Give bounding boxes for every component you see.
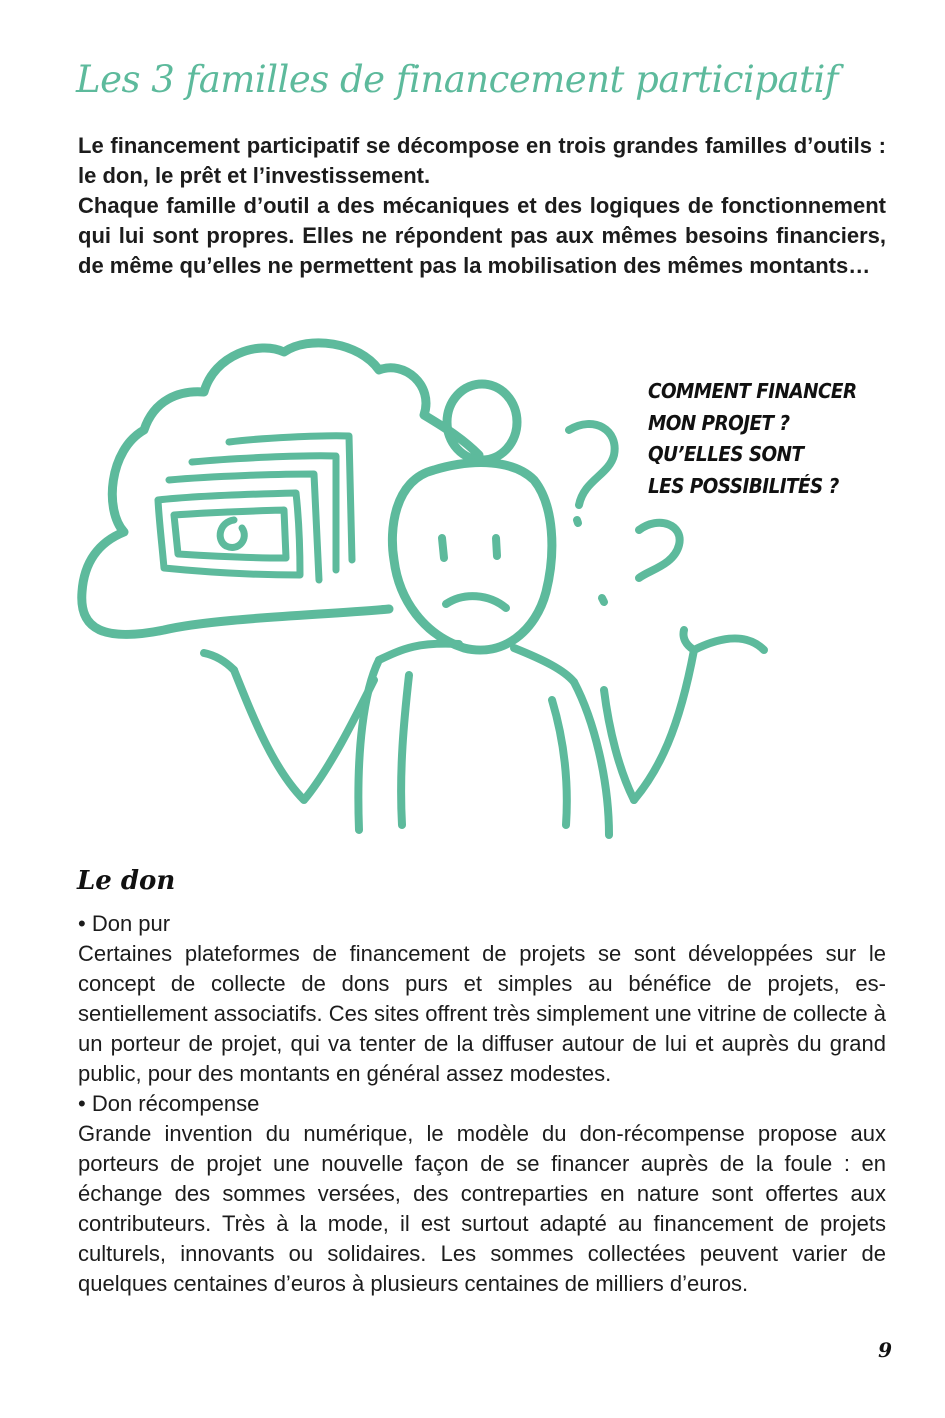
speech-text [648, 376, 869, 502]
speech-line: MON PROJET ? [648, 410, 790, 435]
speech-line: QU’ELLES SONT [648, 442, 804, 466]
intro-line-1: Le financement participatif se décompose en trois grandes familles d’outils : le don, le prêt et l’investissement. [78, 133, 886, 188]
page-number: 9 [878, 1338, 892, 1362]
page-title: Les 3 familles de financement participatif [76, 58, 838, 101]
list-item-label: • Don récompense [78, 1091, 260, 1116]
speech-line: COMMENT FINANCER [648, 379, 857, 403]
list-item-label: • Don pur [78, 911, 171, 936]
intro-line-2: Chaque famille d’outil a des mécaniques et des logiques de fonctionnement qui lui sont propres. Elles ne répondent pas aux mêmes besoins financiers, de même qu’elles ne permettent pas la mobilisation des mêmes montants… [78, 193, 886, 278]
speech-line: LES POSSIBILITÉS ? [648, 473, 839, 498]
section-heading: Le don [77, 866, 176, 896]
thought-cloud-icon [82, 343, 479, 635]
list-item-text: Grande invention du numérique, le modèle du don-récompense propose aux porteurs de projet une nouvelle façon de se financer auprès de la foule : en échange des sommes versées, des contreparties en nature sont offertes aux contributeurs. Très à la mode, il est surtout adapté au financement de projets culturels, innovants ou solidaires. Les sommes collectées peuvent varier de quelques centaines d’euros à plusieurs centaines de milliers d’euros. [78, 1121, 886, 1296]
intro-paragraph [78, 131, 886, 281]
list-item-text: Certaines plateformes de financement de projets se sont développées sur le concept de collecte de dons purs et simples au bénéfice de projets, essentiellement associatifs. Ces sites offrent très simplement une vitrine de collecte à un porteur de projet, qui va tenter de la diffuser autour de lui et auprès du grand public, pour des montants en général assez modestes. [78, 941, 886, 1086]
banknote-stack-icon [158, 436, 352, 580]
section-body [78, 909, 886, 1299]
